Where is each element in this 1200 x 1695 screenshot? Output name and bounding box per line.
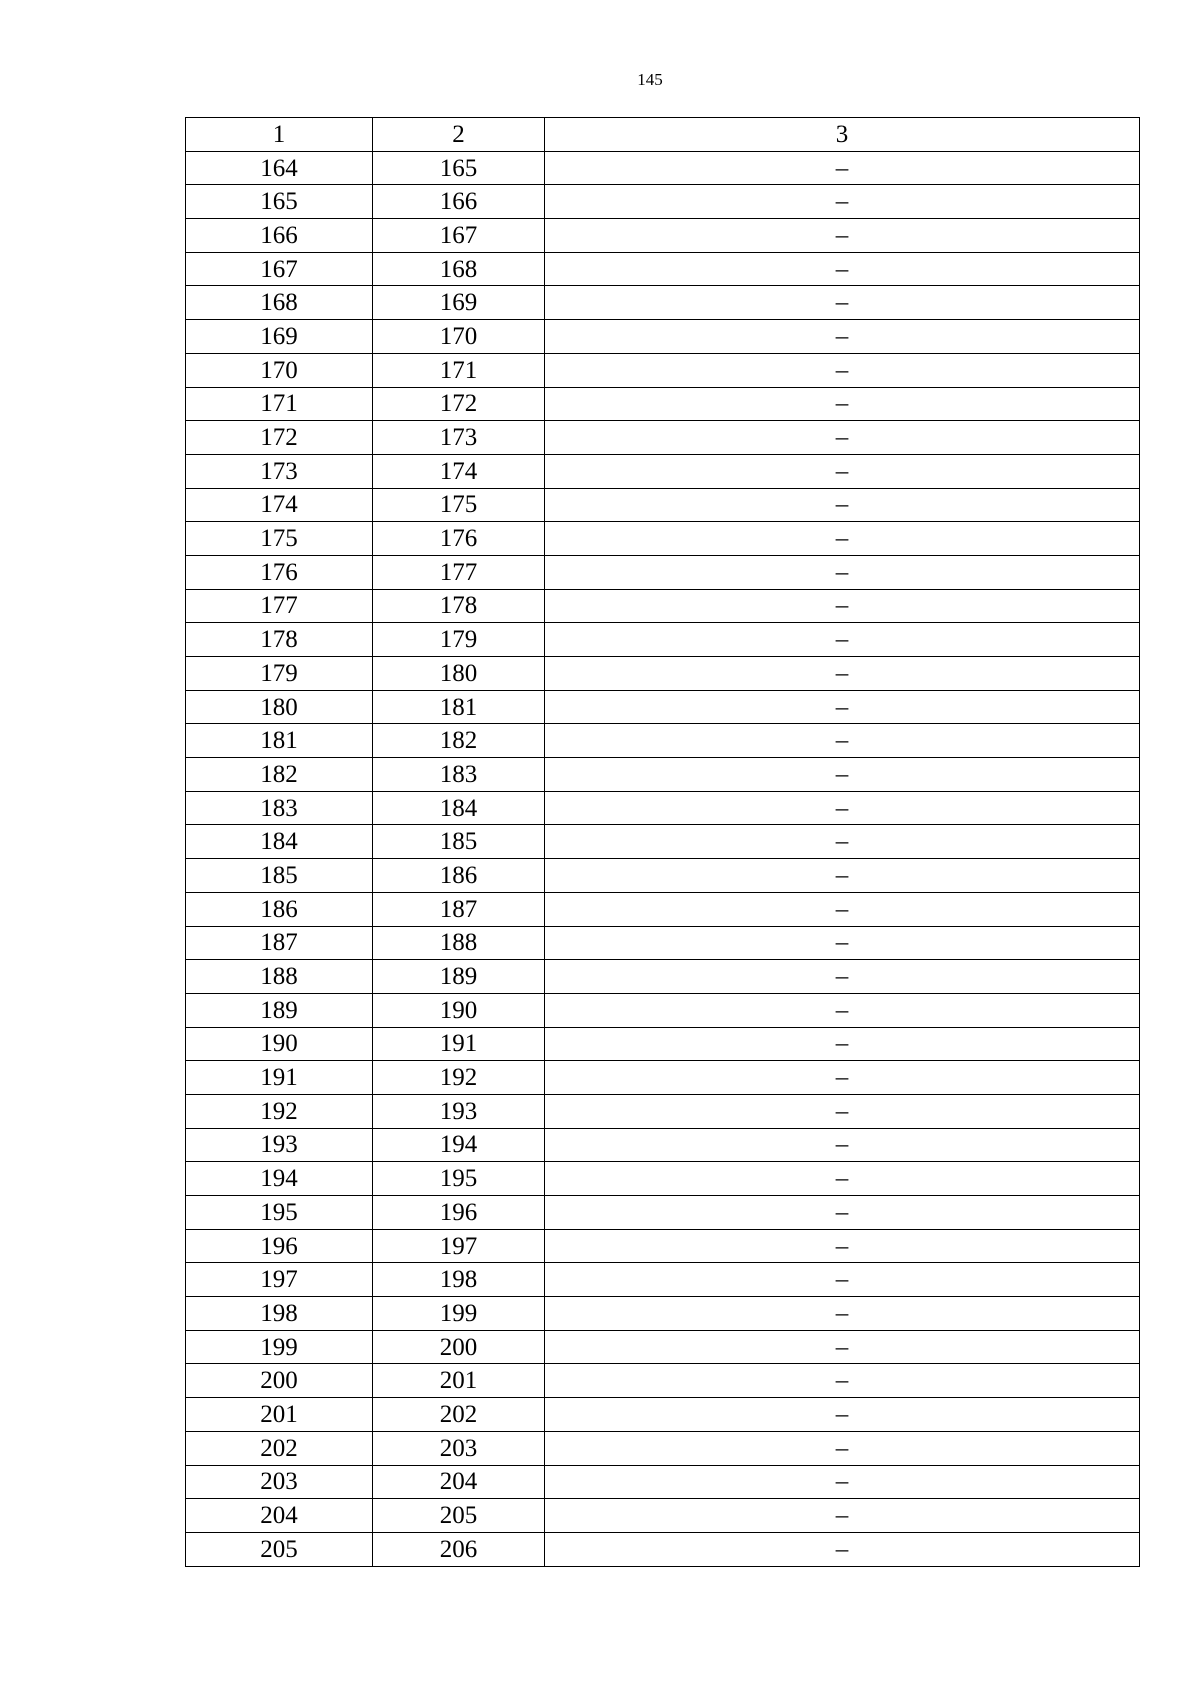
table-cell-col3: – — [545, 1263, 1140, 1297]
table-row — [186, 657, 1140, 691]
table-cell-col1: 177 — [186, 589, 373, 623]
table-row — [186, 387, 1140, 421]
table-cell-col3: – — [545, 151, 1140, 185]
table-row — [186, 1431, 1140, 1465]
table-cell-col3: – — [545, 1061, 1140, 1095]
table-row — [186, 1364, 1140, 1398]
table-cell-col2: 206 — [373, 1532, 545, 1566]
table-row — [186, 690, 1140, 724]
table-cell-col2: 174 — [373, 454, 545, 488]
table-cell-col1: 173 — [186, 454, 373, 488]
table-row — [186, 1128, 1140, 1162]
table-cell-col2: 202 — [373, 1398, 545, 1432]
table-cell-col2: 184 — [373, 791, 545, 825]
table-cell-col3: – — [545, 1431, 1140, 1465]
table-cell-col2: 190 — [373, 993, 545, 1027]
table-cell-col2: 171 — [373, 353, 545, 387]
table-cell-col2: 165 — [373, 151, 545, 185]
table-cell-col2: 168 — [373, 252, 545, 286]
table-cell-col3: – — [545, 589, 1140, 623]
table-row — [186, 1297, 1140, 1331]
table-cell-col1: 176 — [186, 555, 373, 589]
table-row — [186, 1532, 1140, 1566]
table-row — [186, 1061, 1140, 1095]
table-cell-col3: – — [545, 690, 1140, 724]
table-row — [186, 589, 1140, 623]
table-cell-col1: 180 — [186, 690, 373, 724]
table-cell-col2: 205 — [373, 1499, 545, 1533]
table-cell-col2: 200 — [373, 1330, 545, 1364]
table-cell-col1: 205 — [186, 1532, 373, 1566]
table-cell-col1: 193 — [186, 1128, 373, 1162]
table-cell-col3: – — [545, 185, 1140, 219]
table-cell-col1: 184 — [186, 825, 373, 859]
table-row — [186, 488, 1140, 522]
table-cell-col2: 189 — [373, 960, 545, 994]
table-cell-col3: – — [545, 926, 1140, 960]
table-cell-col2: 169 — [373, 286, 545, 320]
table-row — [186, 320, 1140, 354]
table-cell-col1: 174 — [186, 488, 373, 522]
table-cell-col1: 178 — [186, 623, 373, 657]
table-cell-col1: 190 — [186, 1027, 373, 1061]
table-cell-col1: 189 — [186, 993, 373, 1027]
table-row — [186, 892, 1140, 926]
table-cell-col2: 183 — [373, 758, 545, 792]
table-cell-col2: 167 — [373, 219, 545, 253]
table-cell-col2: 177 — [373, 555, 545, 589]
table-row — [186, 1398, 1140, 1432]
table-cell-col2: 192 — [373, 1061, 545, 1095]
table-row — [186, 1196, 1140, 1230]
table-row — [186, 993, 1140, 1027]
table-row — [186, 623, 1140, 657]
table-cell-col3: – — [545, 1465, 1140, 1499]
table-header-row — [186, 118, 1140, 152]
table-cell-col3: – — [545, 791, 1140, 825]
table-cell-col3: – — [545, 724, 1140, 758]
table-cell-col3: – — [545, 421, 1140, 455]
table-row — [186, 791, 1140, 825]
table-cell-col1: 194 — [186, 1162, 373, 1196]
table-cell-col2: 198 — [373, 1263, 545, 1297]
data-table — [185, 117, 1140, 1567]
table-row — [186, 859, 1140, 893]
table-cell-col2: 203 — [373, 1431, 545, 1465]
table-cell-col2: 201 — [373, 1364, 545, 1398]
table-cell-col2: 173 — [373, 421, 545, 455]
table-cell-col1: 171 — [186, 387, 373, 421]
table-cell-col1: 191 — [186, 1061, 373, 1095]
table-row — [186, 1330, 1140, 1364]
table-cell-col2: 197 — [373, 1229, 545, 1263]
table-cell-col3: – — [545, 353, 1140, 387]
table-row — [186, 1263, 1140, 1297]
table-row — [186, 1229, 1140, 1263]
table-row — [186, 1162, 1140, 1196]
table-row — [186, 353, 1140, 387]
table-cell-col3: – — [545, 286, 1140, 320]
table-cell-col2: 166 — [373, 185, 545, 219]
table-cell-col3: – — [545, 825, 1140, 859]
table-row — [186, 421, 1140, 455]
table-cell-col3: – — [545, 555, 1140, 589]
table-cell-col2: 186 — [373, 859, 545, 893]
table-row — [186, 926, 1140, 960]
table-cell-col1: 168 — [186, 286, 373, 320]
table-cell-col1: 187 — [186, 926, 373, 960]
table-cell-col2: 175 — [373, 488, 545, 522]
table-cell-col3: – — [545, 320, 1140, 354]
table-row — [186, 219, 1140, 253]
table-cell-col2: 199 — [373, 1297, 545, 1331]
table-row — [186, 151, 1140, 185]
table-cell-col1: 175 — [186, 522, 373, 556]
table-row — [186, 286, 1140, 320]
table-row — [186, 1094, 1140, 1128]
table-cell-col3: – — [545, 454, 1140, 488]
table-cell-col3: – — [545, 1297, 1140, 1331]
table-cell-col1: 181 — [186, 724, 373, 758]
table-cell-col2: 179 — [373, 623, 545, 657]
table-cell-col1: 169 — [186, 320, 373, 354]
table-cell-col1: 200 — [186, 1364, 373, 1398]
table-row — [186, 185, 1140, 219]
table-row — [186, 1465, 1140, 1499]
table-cell-col3: – — [545, 1398, 1140, 1432]
table-cell-col1: 170 — [186, 353, 373, 387]
column-header-3: 3 — [545, 118, 1140, 152]
table-cell-col1: 166 — [186, 219, 373, 253]
table-cell-col2: 187 — [373, 892, 545, 926]
table-cell-col2: 176 — [373, 522, 545, 556]
table-cell-col1: 198 — [186, 1297, 373, 1331]
table-cell-col3: – — [545, 219, 1140, 253]
table-cell-col2: 194 — [373, 1128, 545, 1162]
table-cell-col1: 196 — [186, 1229, 373, 1263]
table-row — [186, 960, 1140, 994]
table-cell-col3: – — [545, 1499, 1140, 1533]
table-cell-col1: 195 — [186, 1196, 373, 1230]
table-cell-col3: – — [545, 252, 1140, 286]
table-cell-col1: 186 — [186, 892, 373, 926]
table-cell-col1: 167 — [186, 252, 373, 286]
table-cell-col3: – — [545, 1330, 1140, 1364]
table-cell-col3: – — [545, 1094, 1140, 1128]
table-cell-col1: 164 — [186, 151, 373, 185]
table-row — [186, 1499, 1140, 1533]
table-cell-col3: – — [545, 657, 1140, 691]
column-header-1: 1 — [186, 118, 373, 152]
table-cell-col1: 182 — [186, 758, 373, 792]
table-cell-col1: 192 — [186, 1094, 373, 1128]
table-cell-col2: 188 — [373, 926, 545, 960]
table-cell-col2: 170 — [373, 320, 545, 354]
table-cell-col3: – — [545, 1196, 1140, 1230]
table-cell-col2: 195 — [373, 1162, 545, 1196]
table-cell-col1: 179 — [186, 657, 373, 691]
table-cell-col2: 172 — [373, 387, 545, 421]
table-cell-col2: 196 — [373, 1196, 545, 1230]
table-row — [186, 522, 1140, 556]
table-cell-col3: – — [545, 993, 1140, 1027]
table-cell-col3: – — [545, 960, 1140, 994]
table-body — [186, 151, 1140, 1566]
table-cell-col1: 199 — [186, 1330, 373, 1364]
table-cell-col1: 204 — [186, 1499, 373, 1533]
table-cell-col3: – — [545, 1027, 1140, 1061]
table-cell-col2: 182 — [373, 724, 545, 758]
table-cell-col1: 197 — [186, 1263, 373, 1297]
table-cell-col1: 172 — [186, 421, 373, 455]
table-cell-col1: 203 — [186, 1465, 373, 1499]
table-cell-col3: – — [545, 623, 1140, 657]
table-cell-col1: 188 — [186, 960, 373, 994]
table-cell-col2: 204 — [373, 1465, 545, 1499]
table-cell-col1: 165 — [186, 185, 373, 219]
table-cell-col3: – — [545, 758, 1140, 792]
table-cell-col2: 181 — [373, 690, 545, 724]
table-cell-col3: – — [545, 1128, 1140, 1162]
table-row — [186, 252, 1140, 286]
table-row — [186, 825, 1140, 859]
table-row — [186, 555, 1140, 589]
table-row — [186, 454, 1140, 488]
table-cell-col2: 193 — [373, 1094, 545, 1128]
table-cell-col1: 201 — [186, 1398, 373, 1432]
table-cell-col2: 191 — [373, 1027, 545, 1061]
table-cell-col3: – — [545, 1229, 1140, 1263]
table-cell-col3: – — [545, 1532, 1140, 1566]
column-header-2: 2 — [373, 118, 545, 152]
table-row — [186, 724, 1140, 758]
table-cell-col3: – — [545, 488, 1140, 522]
table-cell-col2: 185 — [373, 825, 545, 859]
table-cell-col1: 202 — [186, 1431, 373, 1465]
table-cell-col3: – — [545, 522, 1140, 556]
table-cell-col3: – — [545, 892, 1140, 926]
table-cell-col2: 180 — [373, 657, 545, 691]
table-cell-col3: – — [545, 1364, 1140, 1398]
table-cell-col3: – — [545, 1162, 1140, 1196]
page-number: 145 — [637, 70, 663, 89]
table-cell-col1: 185 — [186, 859, 373, 893]
table-row — [186, 1027, 1140, 1061]
table-cell-col2: 178 — [373, 589, 545, 623]
table-row — [186, 758, 1140, 792]
table-cell-col3: – — [545, 859, 1140, 893]
table-cell-col3: – — [545, 387, 1140, 421]
table-cell-col1: 183 — [186, 791, 373, 825]
